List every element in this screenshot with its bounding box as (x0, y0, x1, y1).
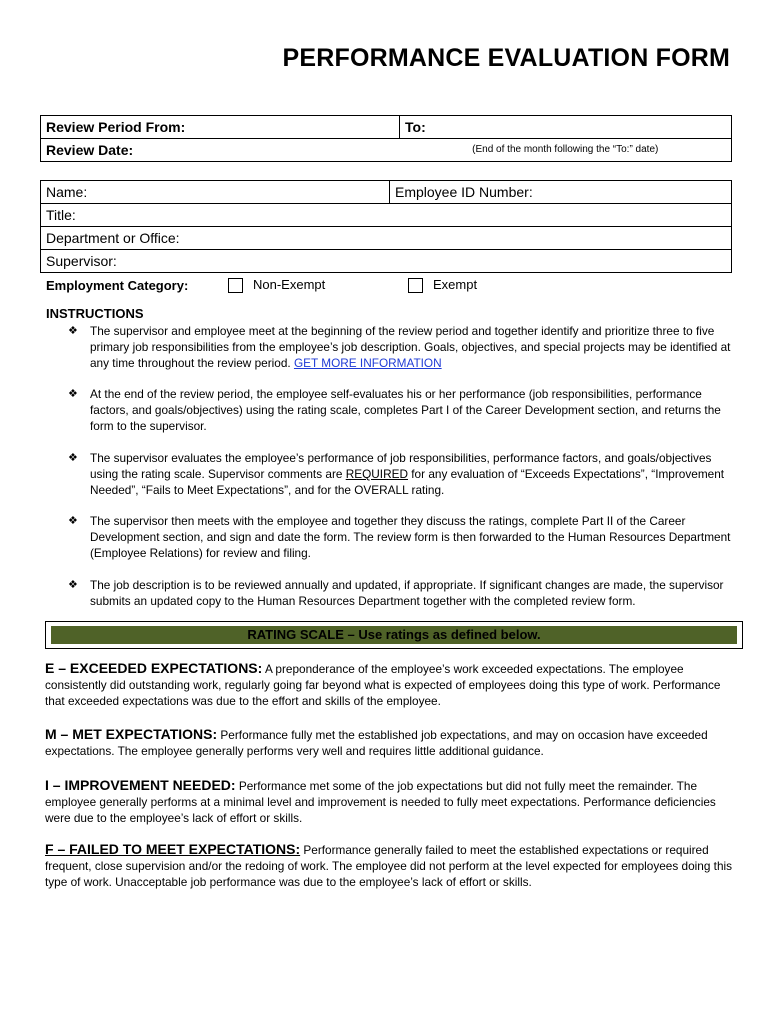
instruction-item (68, 577, 733, 609)
rating-description: A preponderance of the employee’s work exceeded expectations. The employee consistently did outstanding work, regularly going far beyond what is expected of employees doing this type of work. Performance that exceeded expectations was due to the effort and skills of the employee. (45, 662, 721, 708)
rating-term: F – FAILED TO MEET EXPECTATIONS: (45, 841, 301, 857)
review-period-to-field[interactable]: To: (400, 116, 732, 139)
rating-description: Performance generally failed to meet the established expectations or required frequent, close supervision and/or the redoing of work. The employee did not perform at the level expected for employees doing this type of work. Unacceptable job performance was due to the employee’s lack of effort or skills. (45, 843, 733, 889)
instruction-item (68, 323, 733, 371)
employee-info-table (40, 180, 732, 273)
instruction-text: The supervisor then meets with the employee and together they discuss the ratings, complete Part II of the Career Development section, and sign and date the form. The review form is then forwarded to the Human Resources Department (Employee Relations) for review and filing. (90, 514, 731, 560)
title-field[interactable]: Title: (41, 204, 732, 227)
rating-definition-failed (45, 841, 740, 890)
diamond-bullet-icon: ❖ (68, 452, 78, 464)
get-more-information-link[interactable]: GET MORE INFORMATION (293, 356, 442, 370)
diamond-bullet-icon: ❖ (68, 515, 78, 527)
rating-term: I – IMPROVEMENT NEEDED: (45, 777, 236, 793)
instruction-text: The job description is to be reviewed annually and updated, if appropriate. If significant changes are made, the supervisor submits an updated copy to the Human Resources Department together with the completed review form. (90, 578, 724, 608)
review-date-field[interactable]: Review Date: (41, 139, 400, 162)
rating-term: E – EXCEEDED EXPECTATIONS: (45, 660, 263, 676)
exempt-checkbox[interactable] (408, 278, 423, 293)
rating-description: Performance met some of the job expectations but did not fully meet the remainder. The employee generally performs at a minimal level and improvement is needed to fully meet expectations. Performance deficiencies were due to the employee’s lack of effort or skills. (45, 779, 716, 825)
non-exempt-label: Non-Exempt (253, 277, 326, 292)
rating-definition-met (45, 726, 740, 759)
page-title: PERFORMANCE EVALUATION FORM (282, 44, 730, 72)
rating-definition-improvement (45, 777, 740, 826)
name-field[interactable]: Name: (41, 181, 390, 204)
required-emphasis: REQUIRED (345, 467, 408, 481)
review-period-table (40, 115, 732, 162)
exempt-label: Exempt (433, 277, 478, 292)
instruction-text: At the end of the review period, the employee self-evaluates his or her performance (job responsibilities, performance factors, and goals/objectives) using the rating scale, completes Part I of the Career Development section, and returns the form to the supervisor. (90, 387, 721, 433)
supervisor-field[interactable]: Supervisor: (41, 250, 732, 273)
rating-scale-header (45, 621, 743, 649)
instructions-heading: INSTRUCTIONS (46, 306, 144, 321)
diamond-bullet-icon: ❖ (68, 579, 78, 591)
instruction-text: The supervisor evaluates the employee’s performance of job responsibilities, performance factors, and goals/objectives using the rating scale. Supervisor comments are (90, 451, 712, 481)
instruction-item (68, 386, 733, 434)
rating-term: M – MET EXPECTATIONS: (45, 726, 218, 742)
employment-category (46, 277, 646, 295)
diamond-bullet-icon: ❖ (68, 325, 78, 337)
rating-description: Performance fully met the established job expectations, and may on occasion have exceeded expectations. The employee generally performs very well and requires little additional guidance. (45, 728, 708, 758)
review-date-note: (End of the month following the “To:” date) (400, 139, 732, 162)
employee-id-field[interactable]: Employee ID Number: (390, 181, 732, 204)
review-period-from-field[interactable]: Review Period From: (41, 116, 400, 139)
instruction-text: The supervisor and employee meet at the beginning of the review period and together identify and prioritize three to five primary job responsibilities from the employee’s job description. Goals, objectives, and special projects may be identified at any time throughout the review period. (90, 324, 731, 370)
instruction-item (68, 513, 733, 561)
department-field[interactable]: Department or Office: (41, 227, 732, 250)
instruction-item (68, 450, 733, 498)
instruction-text: for any evaluation of “Exceeds Expectations”, “Improvement Needed”, “Fails to Meet Expectations”, and for the OVERALL rating. (90, 467, 725, 497)
non-exempt-checkbox[interactable] (228, 278, 243, 293)
employment-category-label: Employment Category: (46, 278, 189, 293)
diamond-bullet-icon: ❖ (68, 388, 78, 400)
rating-definition-exceeded (45, 660, 740, 709)
rating-scale-heading: RATING SCALE – Use ratings as defined below. (51, 626, 737, 644)
